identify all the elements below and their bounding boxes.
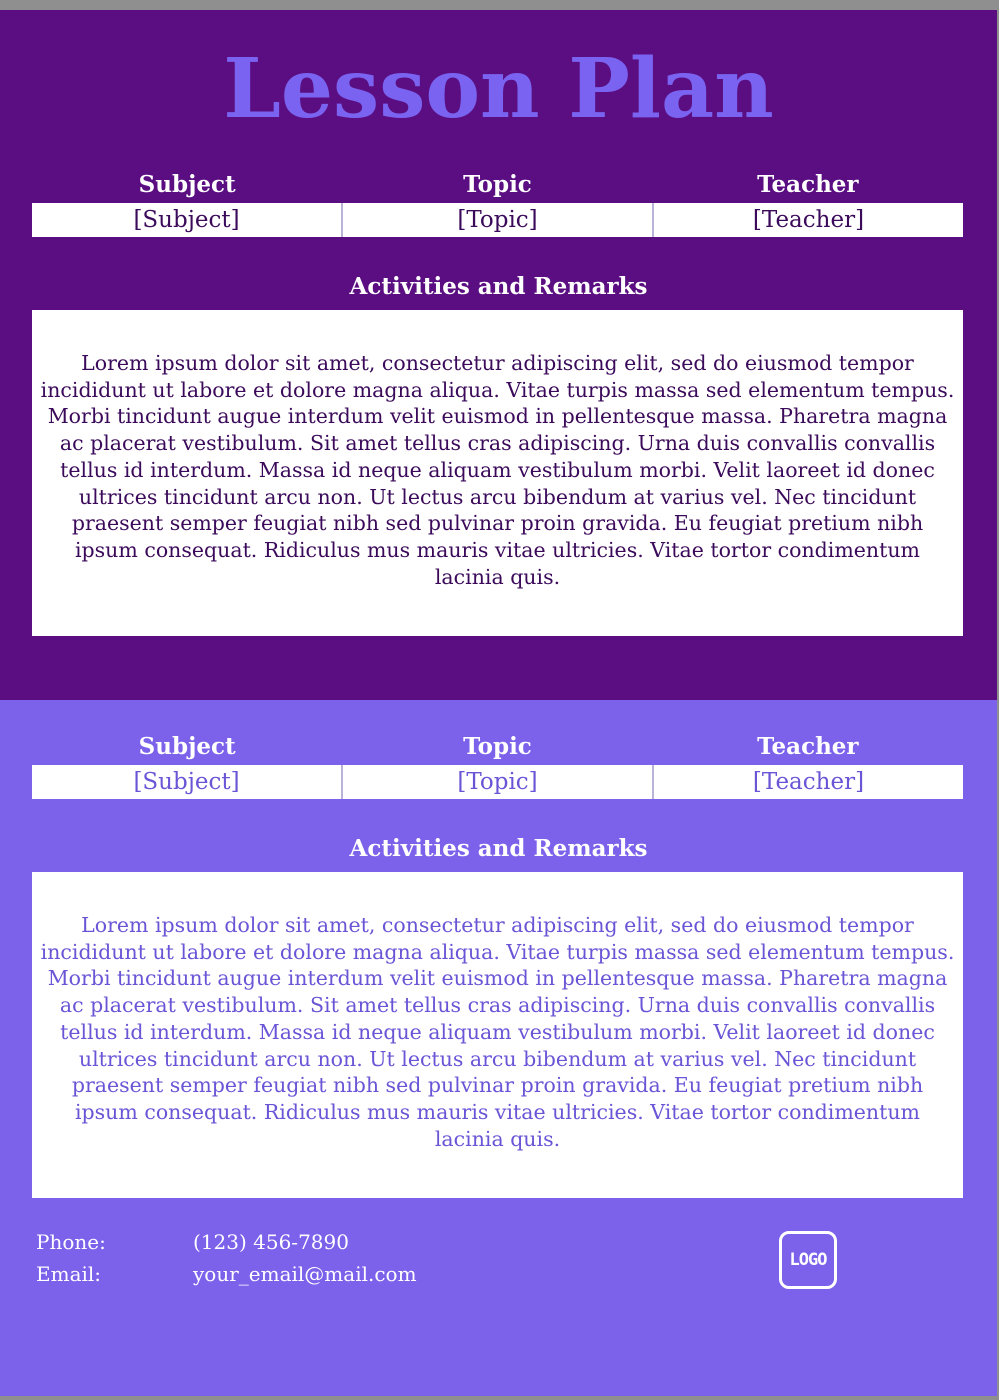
topic-value[interactable]: [Topic] xyxy=(343,765,654,799)
teacher-header: Teacher xyxy=(757,171,859,198)
info-value-row xyxy=(32,203,963,237)
topic-value[interactable]: [Topic] xyxy=(343,203,654,237)
teacher-value[interactable]: [Teacher] xyxy=(752,769,865,795)
activities-heading: Activities and Remarks xyxy=(349,835,648,862)
phone-value: (123) 456-7890 xyxy=(193,1230,349,1254)
phone-label: Phone: xyxy=(36,1230,106,1254)
topic-header: Topic xyxy=(463,733,532,760)
activities-heading: Activities and Remarks xyxy=(349,273,648,300)
info-value-row xyxy=(32,765,963,799)
info-header-row xyxy=(32,729,963,765)
teacher-value[interactable]: [Teacher] xyxy=(752,207,865,233)
logo: LOGO xyxy=(779,1231,837,1289)
activities-text-box[interactable]: Lorem ipsum dolor sit amet, consectetur adipiscing elit, sed do eiusmod tempor incididunt ut labore et dolore magna aliqua. Vitae turpis massa sed elementum tempus. Morbi tincidunt augue interdum velit euismod in pellentesque massa. Pharetra magna ac placerat vestibulum. Sit amet tellus cras adipiscing. Urna duis convallis convallis tellus id interdum. Massa id neque aliquam vestibulum morbi. Velit laoreet id donec ultrices tincidunt arcu non. Ut lectus arcu bibendum at varius vel. Nec tincidunt praesent semper feugiat nibh sed pulvinar proin gravida. Eu feugiat pretium nibh ipsum consequat. Ridiculus mus mauris vitae ultricies. Vitae tortor condimentum lacinia quis. xyxy=(32,310,963,636)
subject-header: Subject xyxy=(138,171,236,198)
info-table-2 xyxy=(32,729,963,799)
activities-text-box[interactable]: Lorem ipsum dolor sit amet, consectetur adipiscing elit, sed do eiusmod tempor incididunt ut labore et dolore magna aliqua. Vitae turpis massa sed elementum tempus. Morbi tincidunt augue interdum velit euismod in pellentesque massa. Pharetra magna ac placerat vestibulum. Sit amet tellus cras adipiscing. Urna duis convallis convallis tellus id interdum. Massa id neque aliquam vestibulum morbi. Velit laoreet id donec ultrices tincidunt arcu non. Ut lectus arcu bibendum at varius vel. Nec tincidunt praesent semper feugiat nibh sed pulvinar proin gravida. Eu feugiat pretium nibh ipsum consequat. Ridiculus mus mauris vitae ultricies. Vitae tortor condimentum lacinia quis. xyxy=(32,872,963,1198)
page-title: Lesson Plan xyxy=(223,41,774,137)
info-table-1 xyxy=(32,167,963,237)
info-header-row xyxy=(32,167,963,203)
email-label: Email: xyxy=(36,1262,102,1286)
subject-header: Subject xyxy=(138,733,236,760)
lesson-section-2 xyxy=(0,700,997,1396)
topic-header: Topic xyxy=(463,171,532,198)
email-value: your_email@mail.com xyxy=(193,1262,417,1286)
subject-value[interactable]: [Subject] xyxy=(32,765,343,799)
subject-value[interactable]: [Subject] xyxy=(32,203,343,237)
lesson-plan-page xyxy=(0,10,997,1396)
teacher-header: Teacher xyxy=(757,733,859,760)
lesson-section-1 xyxy=(0,10,997,700)
